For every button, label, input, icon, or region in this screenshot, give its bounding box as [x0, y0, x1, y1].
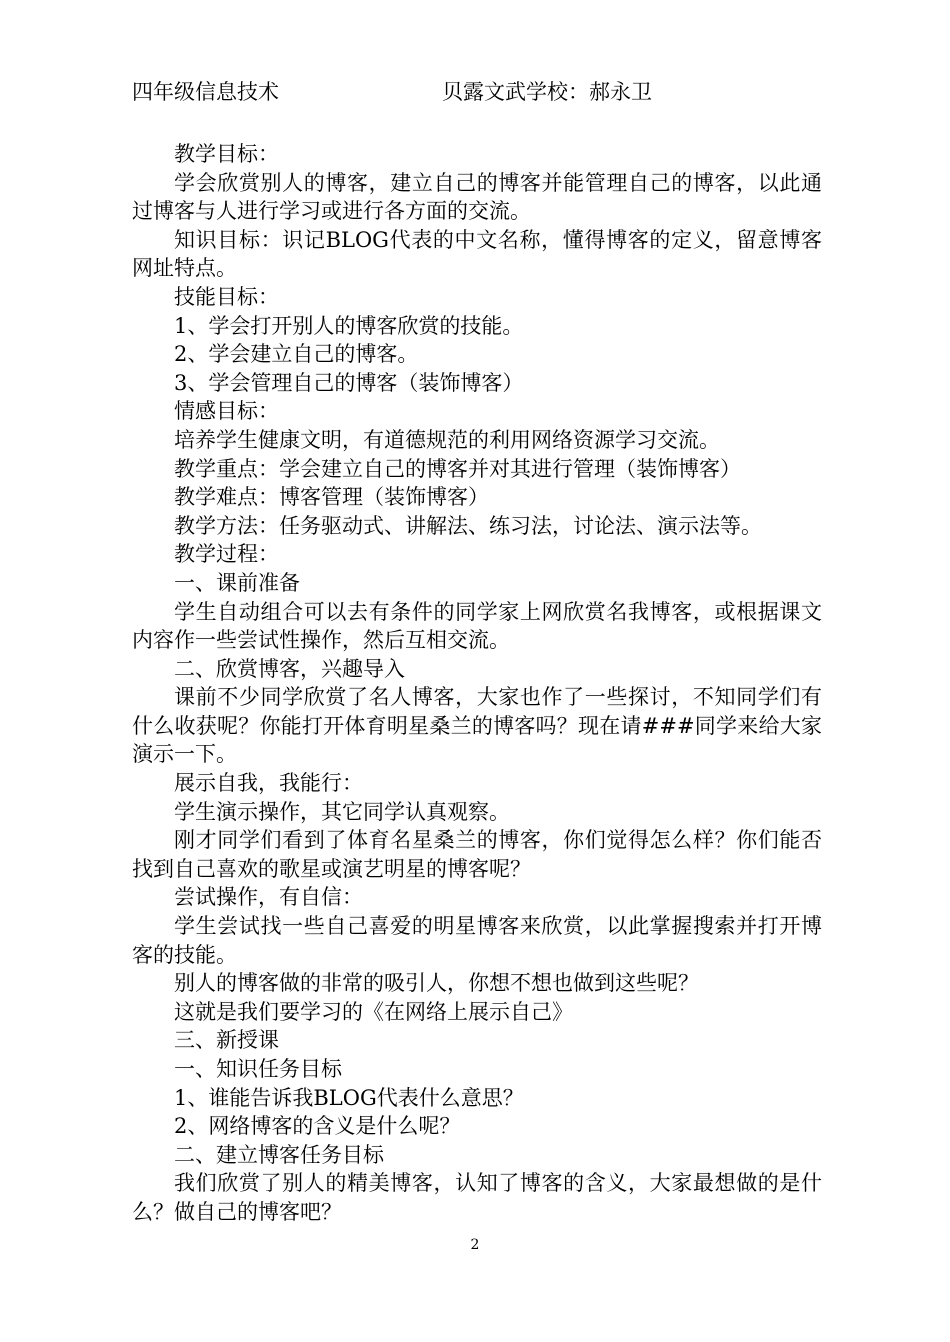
paragraph: 课前不少同学欣赏了名人博客，大家也作了一些探讨，不知同学们有什么收获呢？你能打开体育明星桑兰的博客吗？现在请###同学来给大家演示一下。: [132, 685, 822, 767]
paragraph: 学生自动组合可以去有条件的同学家上网欣赏名我博客，或根据课文内容作一些尝试性操作，然后互相交流。: [132, 599, 822, 653]
paragraph: 技能目标：: [174, 284, 279, 309]
paragraph: 2、学会建立自己的博客。: [174, 342, 419, 367]
paragraph: 一、知识任务目标: [174, 1057, 342, 1081]
paragraph: 展示自我，我能行：: [174, 771, 363, 796]
paragraph: 刚才同学们看到了体育名星桑兰的博客，你们觉得怎么样？你们能否找到自己喜欢的歌星或演艺明星的博客呢？: [132, 828, 822, 881]
paragraph: 教学过程：: [174, 542, 279, 567]
paragraph: 学会欣赏别人的博客，建立自己的博客并能管理自己的博客，以此通过博客与人进行学习或进行各方面的交流。: [132, 170, 822, 224]
paragraph: 知识目标：识记BLOG代表的中文名称，懂得博客的定义，留意博客网址特点。: [132, 227, 822, 281]
paragraph: 情感目标：: [174, 399, 279, 424]
page-header: [132, 76, 832, 108]
page-number: 2: [470, 1237, 480, 1253]
paragraph: 一、课前准备: [174, 570, 300, 595]
paragraph: 教学目标：: [174, 142, 279, 166]
paragraph: 学生演示操作，其它同学认真观察。: [174, 799, 510, 824]
paragraph: 教学重点：学会建立自己的博客并对其进行管理（装饰博客）: [174, 456, 741, 481]
header-course: 四年级信息技术: [132, 80, 279, 104]
paragraph: 尝试操作，有自信：: [174, 885, 363, 910]
paragraph: 我们欣赏了别人的精美博客，认知了博客的含义，大家最想做的是什么？做自己的博客吧？: [132, 1171, 822, 1224]
paragraph: 培养学生健康文明，有道德规范的利用网络资源学习交流。: [174, 427, 720, 452]
document-body: [132, 140, 822, 1227]
paragraph: 教学难点：博客管理（装饰博客）: [174, 485, 489, 510]
paragraph: 2、网络博客的含义是什么呢？: [174, 1114, 461, 1139]
paragraph: 学生尝试找一些自己喜爱的明星博客来欣赏，以此掌握搜索并打开博客的技能。: [132, 914, 822, 967]
paragraph: 二、建立博客任务目标: [174, 1142, 384, 1167]
paragraph: 3、学会管理自己的博客（装饰博客）: [174, 370, 524, 395]
paragraph: 别人的博客做的非常的吸引人，你想不想也做到这些呢？: [174, 971, 699, 996]
header-school-author: 贝露文武学校：郝永卫: [442, 80, 652, 104]
paragraph: 1、学会打开别人的博客欣赏的技能。: [174, 313, 524, 338]
paragraph: 二、欣赏博客，兴趣导入: [174, 656, 405, 681]
paragraph: 1、谁能告诉我BLOG代表什么意思？: [174, 1085, 524, 1110]
paragraph: 教学方法：任务驱动式、讲解法、练习法，讨论法、演示法等。: [174, 513, 762, 538]
paragraph: 三、新授课: [174, 1028, 279, 1053]
paragraph: 这就是我们要学习的《在网络上展示自己》: [174, 999, 573, 1024]
